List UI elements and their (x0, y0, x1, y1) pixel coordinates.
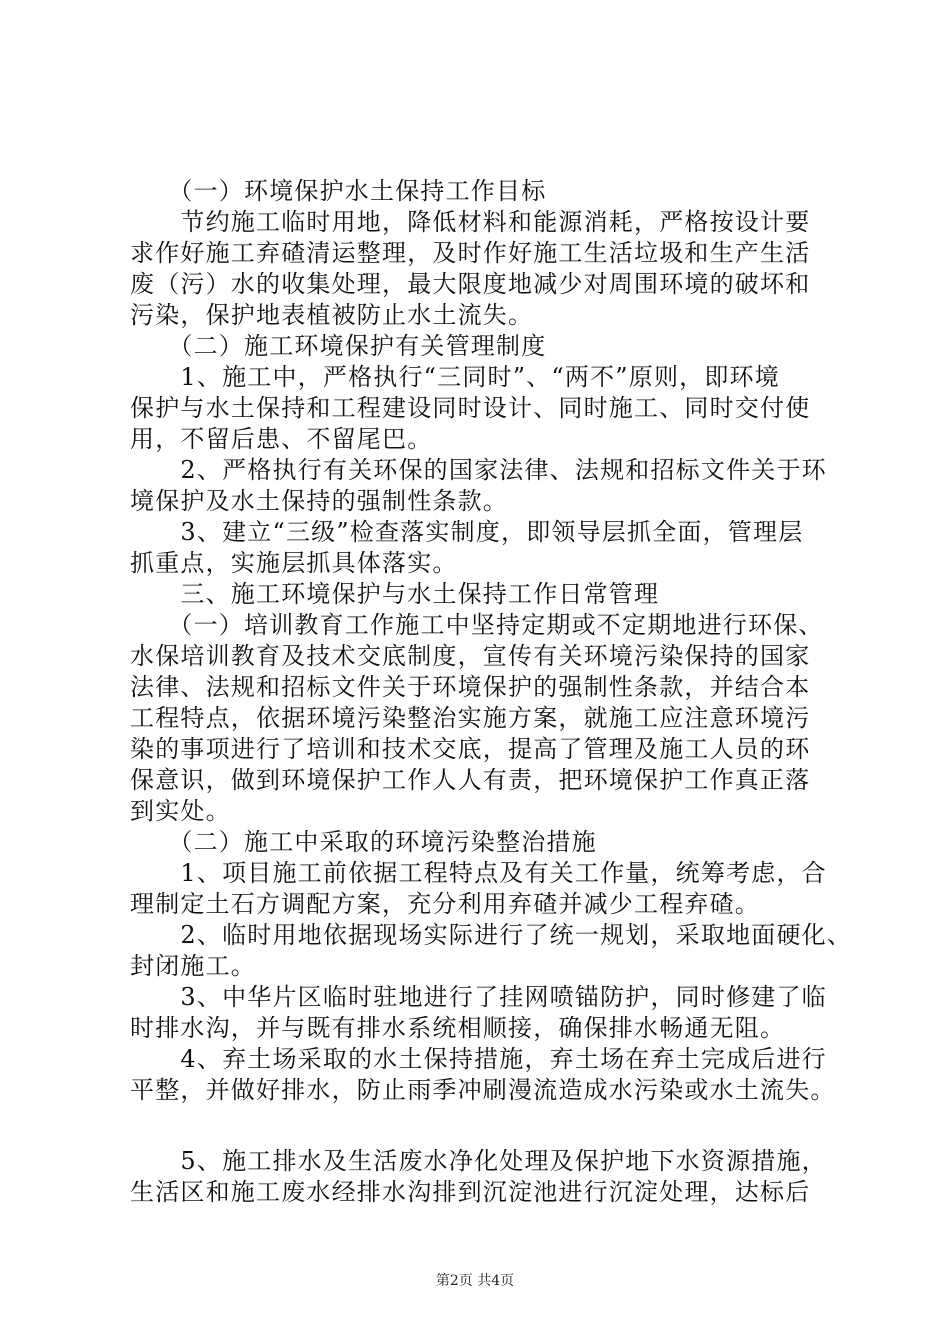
text-line: 染的事项进行了培训和技术交底，提高了管理及施工人员的环 (130, 735, 811, 763)
text-line: 4、弃土场采取的水土保持措施，弃土场在弃土完成后进行 (130, 1045, 827, 1073)
text-line: 1、项目施工前依据工程特点及有关工作量，统筹考虑，合 (130, 859, 827, 887)
text-line: 废（污）水的收集处理，最大限度地减少对周围环境的破坏和 (130, 270, 811, 298)
text-line: 生活区和施工废水经排水沟排到沉淀池进行沉淀处理，达标后 (130, 1178, 811, 1206)
text-line: 工程特点，依据环境污染整治实施方案，就施工应注意环境污 (130, 704, 811, 732)
text-line: （二）施工环境保护有关管理制度 (130, 332, 547, 360)
text-line: 三、施工环境保护与水土保持工作日常管理 (130, 580, 660, 608)
text-line: 5、施工排水及生活废水净化处理及保护地下水资源措施， (130, 1147, 827, 1175)
text-line: 1、施工中，严格执行“三同时”、“两不”原则，即环境 (130, 363, 780, 391)
text-line: 时排水沟，并与既有排水系统相顺接，确保排水畅通无阻。 (130, 1014, 786, 1042)
text-line: 3、建立“三级”检查落实制度，即领导层抓全面，管理层 (130, 518, 804, 546)
text-line: 到实处。 (130, 797, 231, 825)
text-line: 抓重点，实施层抓具体落实。 (130, 549, 458, 577)
text-line: 污染，保护地表植被防止水土流失。 (130, 301, 534, 329)
text-line: 保护与水土保持和工程建设同时设计、同时施工、同时交付使 (130, 394, 811, 422)
text-line: 2、临时用地依据现场实际进行了统一规划，采取地面硬化、 (130, 921, 853, 949)
text-line: 境保护及水土保持的强制性条款。 (130, 487, 508, 515)
page-footer: 第2页 共4页 (435, 1273, 515, 1289)
text-line: 求作好施工弃碴清运整理，及时作好施工生活垃圾和生产生活 (130, 239, 811, 267)
text-line: 理制定土石方调配方案，充分利用弃碴并减少工程弃碴。 (130, 890, 760, 918)
text-line: 保意识，做到环境保护工作人人有责，把环境保护工作真正落 (130, 766, 811, 794)
text-line: （二）施工中采取的环境污染整治措施 (130, 828, 597, 856)
text-line: 用，不留后患、不留尾巴。 (130, 425, 433, 453)
document-body (130, 176, 853, 1208)
text-line: 封闭施工。 (130, 952, 256, 980)
text-line: 节约施工临时用地，降低材料和能源消耗，严格按设计要 (130, 208, 811, 236)
text-line: （一）培训教育工作施工中坚持定期或不定期地进行环保、 (130, 611, 824, 639)
text-line: 2、严格执行有关环保的国家法律、法规和招标文件关于环 (130, 456, 827, 484)
text-line: 3、中华片区临时驻地进行了挂网喷锚防护，同时修建了临 (130, 983, 827, 1011)
text-line: 法律、法规和招标文件关于环境保护的强制性条款，并结合本 (130, 673, 811, 701)
text-line: 平整，并做好排水，防止雨季冲刷漫流造成水污染或水土流失。 (130, 1076, 836, 1104)
text-line: 水保培训教育及技术交底制度，宣传有关环境污染保持的国家 (130, 642, 811, 670)
paragraph-gap (130, 1106, 830, 1146)
text-line: （一）环境保护水土保持工作目标 (130, 177, 547, 205)
